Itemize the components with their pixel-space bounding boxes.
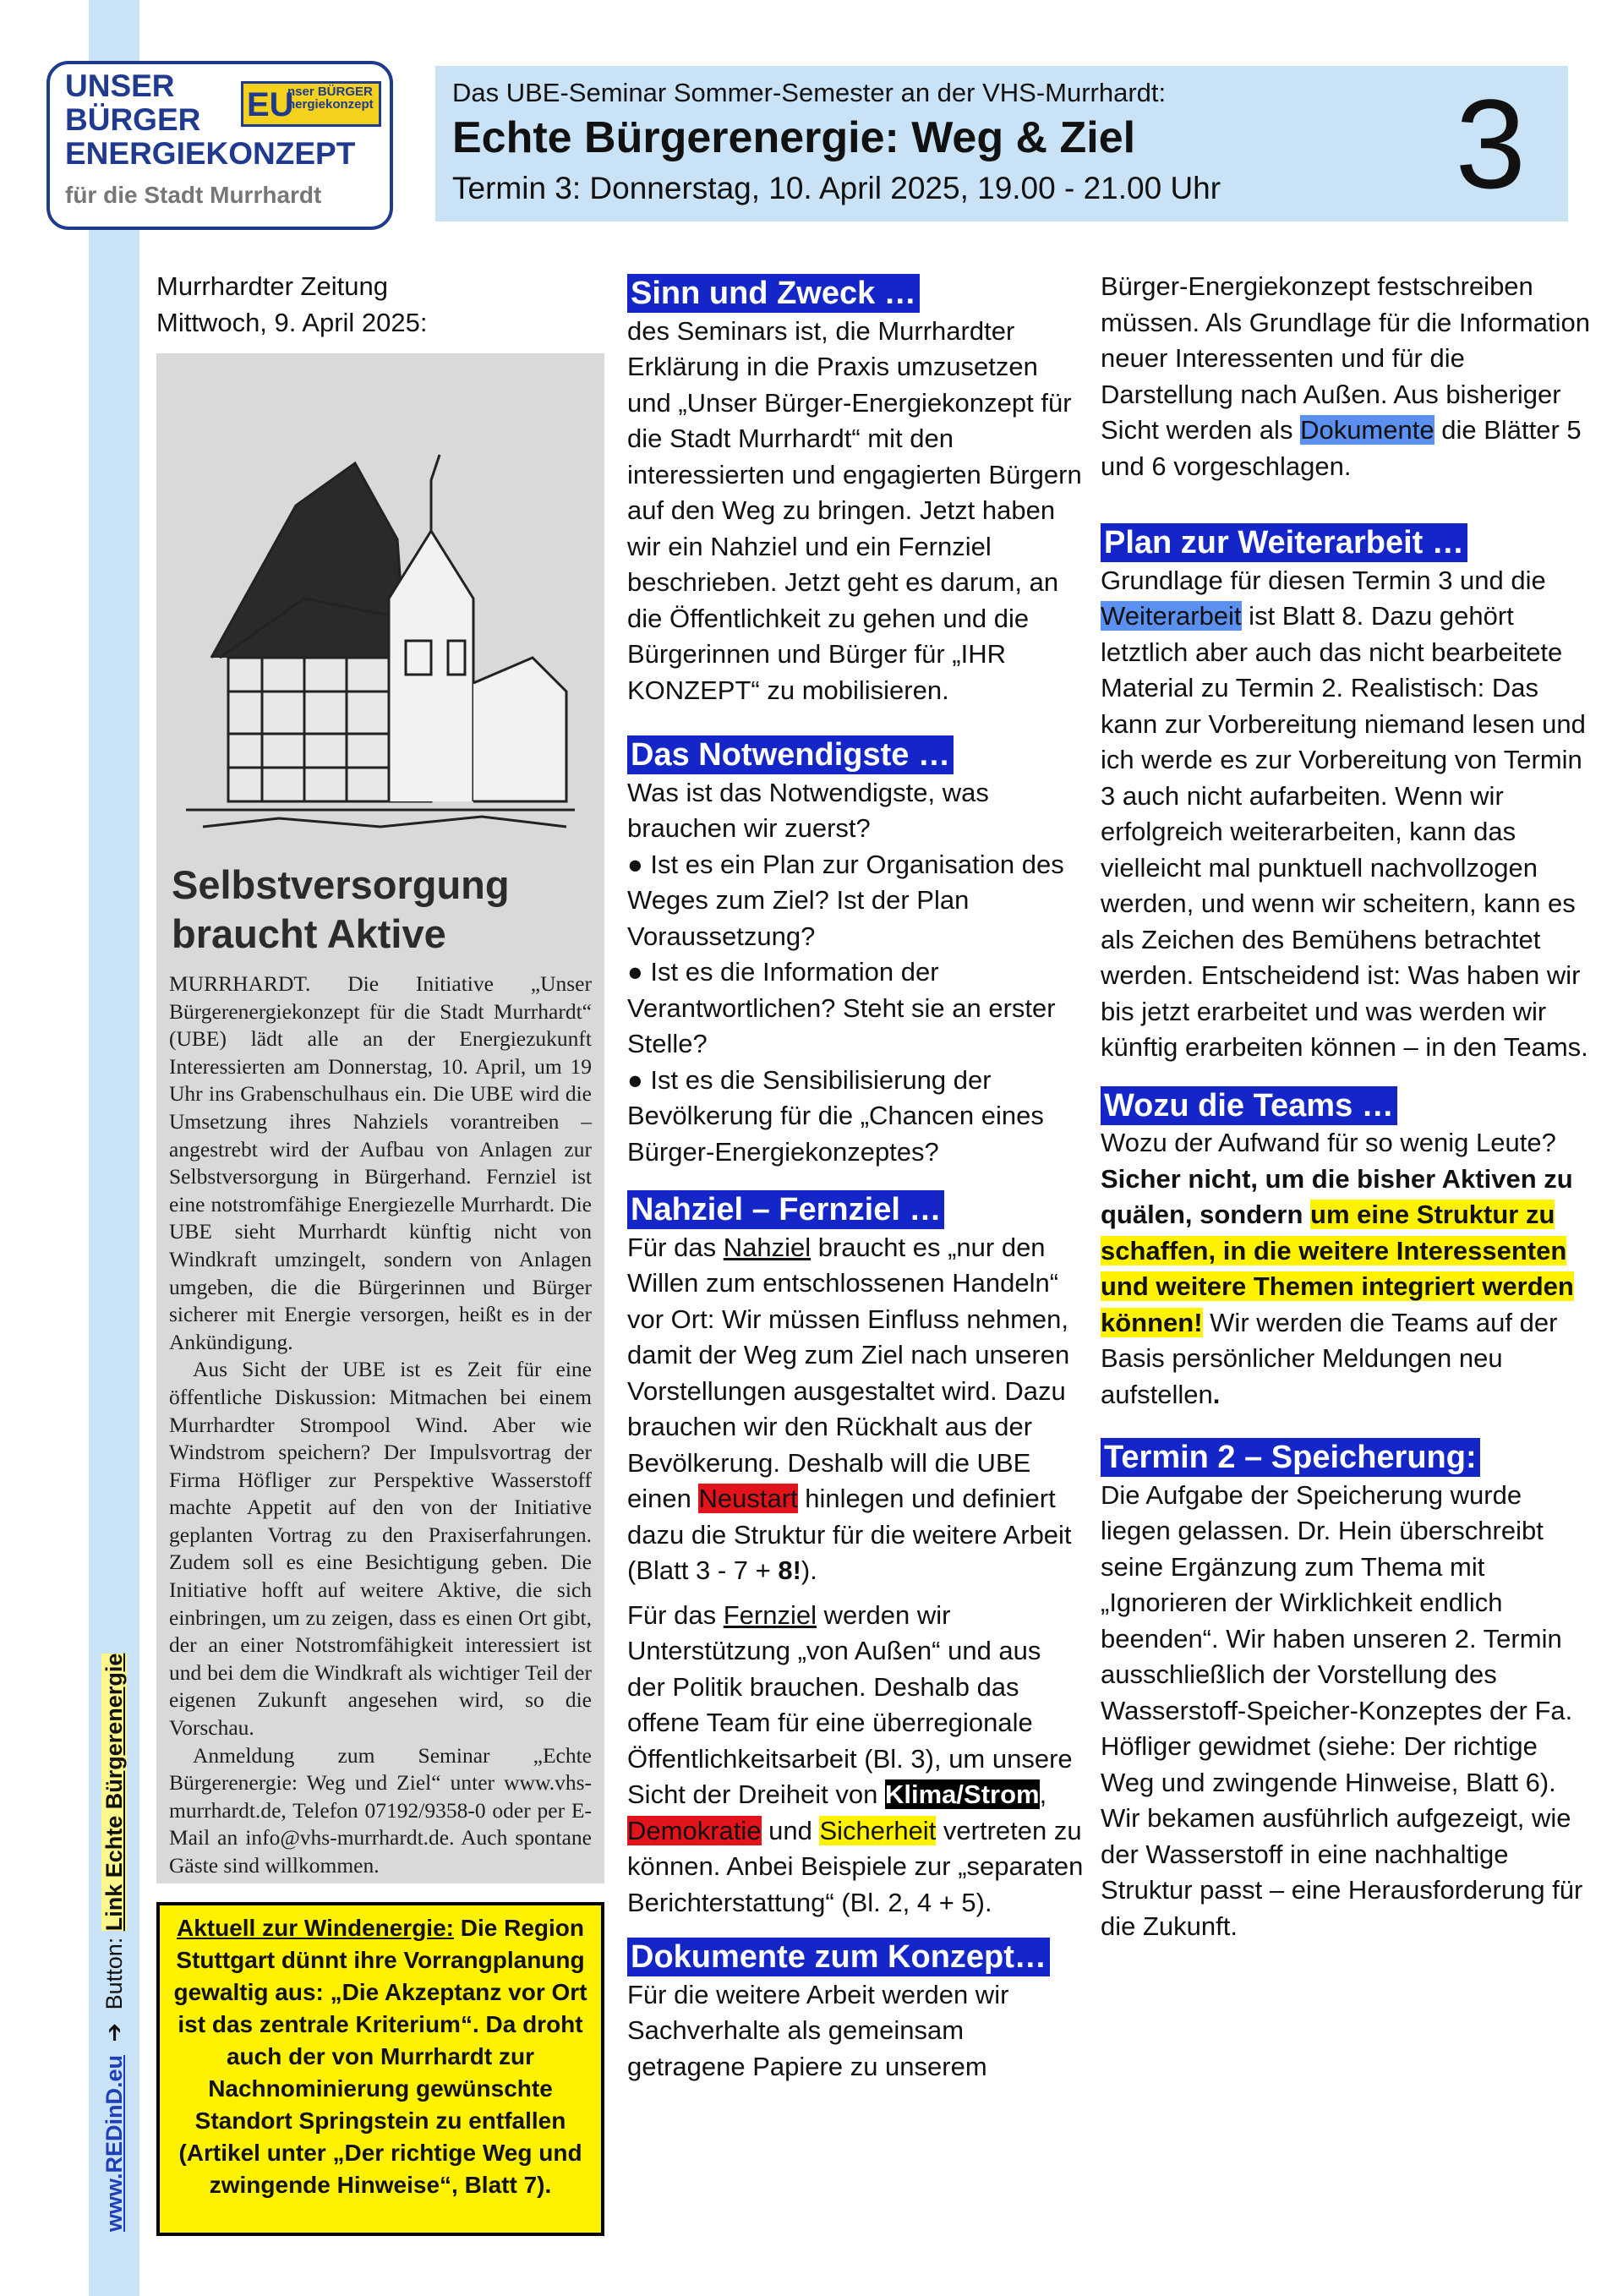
highlight-weiterarbeit: Weiterarbeit <box>1101 601 1242 631</box>
section-heading-notwendigste: Das Notwendigste … <box>627 735 954 774</box>
arrow-right-icon: ➔ <box>101 2022 127 2042</box>
section-text-dokumente: Für die weitere Arbeit werden wir Sachverhalte als gemeinsam getragene Papiere zu unserem <box>627 1979 1009 2081</box>
section-heading-plan: Plan zur Weiterarbeit … <box>1101 523 1467 562</box>
button-label: Button: <box>101 1937 127 2010</box>
newspaper-clipping <box>156 353 604 1883</box>
logo-line-3: ENERGIEKONZEPT <box>65 136 356 171</box>
column-2 <box>627 269 1084 2085</box>
page-title: Echte Bürgerenergie: Weg & Ziel <box>452 113 1136 162</box>
wind-energy-notice <box>156 1902 604 2236</box>
bullet-text: Ist es ein Plan zur Organisation des Weges zum Ziel? Ist der Plan Voraussetzung? <box>627 849 1064 951</box>
highlight-sicherheit: Sicherheit <box>819 1815 937 1845</box>
article-headline <box>172 861 510 959</box>
ube-logo <box>46 61 393 230</box>
section-heading-nahziel: Nahziel – Fernziel … <box>627 1190 944 1229</box>
bullet-text: Ist es die Sensibilisierung der Bevölkerung für die „Chancen eines Bürger-Energiekonzeptes? <box>627 1064 1044 1167</box>
section-text-notwendigste: Was ist das Notwendigste, was brauchen wir zuerst? <box>627 777 989 843</box>
button-link[interactable]: Link Echte Bürgerenergie <box>101 1653 127 1932</box>
section-text-sinn: des Seminars ist, die Murrhardter Erklärung in die Praxis umzusetzen und „Unser Bürger-Energiekonzept für die Stadt Murrhardt“ mit den interessierten und engagierten Bürgern auf den Weg zu bringen. Jetzt haben wir ein Nahziel und ein Fernziel beschrieben. Jetzt geht es darum, an die Öffentlichkeit zu gehen und die Bürgerinnen und Bürger für „IHR KONZEPT“ zu mobilisieren. <box>627 315 1082 705</box>
article-headline-line-1: Selbstversorgung <box>172 862 510 907</box>
column-1 <box>156 269 604 341</box>
section-text-plan: Grundlage für diesen Termin 3 und die Weiterarbeit ist Blatt 8. Dazu gehört letztlich aber auch das nicht bearbeitete Material zu Termin 2. Realistisch: Das kann zur Vorbereitung niemand lesen und ich werde es zur Vorbereitung von Termin 3 auch nicht aufarbeiten. Wenn wir erfolgreich weiterarbeiten, kann das vielleicht mal punktuell nachvollzogen werden, und wenn wir scheitern, kann es als Zeichen des Bemühens betrachtet werden. Entscheidend ist: Was haben wir bis jetzt erarbeitet und was werden wir künftig erarbeiten können – in den Teams. <box>1101 565 1588 1062</box>
highlight-neustart: Neustart <box>698 1484 798 1513</box>
side-link-text <box>97 1653 131 2232</box>
article-paragraph: Anmeldung zum Seminar „Echte Bürgerenergie: Weg und Ziel“ unter www.vhs-murrhardt.de, Telefon 07192/9358-0 oder per E-Mail an info@vhs-murrhardt.de. Auch spontane Gäste sind willkommen. <box>169 1742 592 1878</box>
bullet-item <box>627 847 1084 955</box>
notice-lead: Aktuell zur Windenergie: <box>176 1915 454 1941</box>
header-date: Termin 3: Donnerstag, 10. April 2025, 19.00 - 21.00 Uhr <box>452 171 1221 205</box>
logo-line-4: für die Stadt Murrhardt <box>65 182 322 208</box>
logo-line-1: UNSER <box>65 68 175 103</box>
article-paragraph: Aus Sicht der UBE ist es Zeit für eine öffentliche Diskussion: Mitmachen bei einem Murrhardter Strompool Wind. Aber wie Windstrom speichern? Der Impulsvortrag der Firma Höfliger zur Perspektive Wasserstoff machte Appetit auf den von der Initiative geplanten Vortrag zu den Praxiserfahrungen. Zudem soll es eine Besichtigung geben. Die Initiative hofft auf weitere Aktive, die sich einbringen, um zu zeigen, dass es einen Ort gibt, der an einer Notstromfähigkeit interessiert ist und bei dem die Windkraft als wichtiger Teil der eigenen Zukunft angesehen wird, so die Vorschau. <box>169 1357 592 1741</box>
section-heading-sinn: Sinn und Zweck … <box>627 274 920 313</box>
logo-badge-text: nser BÜRGER nergiekonzept <box>287 85 374 112</box>
logo-badge-eu: EU <box>247 86 294 123</box>
notice-text: Die Region Stuttgart dünnt ihre Vorrangplanung gewaltig aus: „Die Akzeptanz vor Ort ist das zentrale Kriterium“. Da droht auch der von Murrhardt zur Nachnominierung gewünschte Standort Springstein zu entfallen (Artikel unter „Der richtige Weg und zwingende Hinweise“, Blatt 7). <box>173 1915 587 2198</box>
highlight-demokratie: Demokratie <box>627 1815 762 1845</box>
header-pretitle: Das UBE-Seminar Sommer-Semester an der VHS-Murrhardt: <box>452 78 1167 107</box>
newspaper-date: Mittwoch, 9. April 2025: <box>156 307 428 337</box>
highlight-klima: Klima/Strom <box>884 1779 1040 1809</box>
newspaper-source: Murrhardter Zeitung <box>156 271 388 301</box>
article-body <box>169 970 592 1880</box>
bullet-icon: ● <box>627 849 643 879</box>
section-text-fernziel: Für das Fernziel werden wir Unterstützung „von Außen“ und aus der Politik brauchen. Deshalb das offene Team für eine überregionale Öffentlichkeitsarbeit (Bl. 3), um unsere Sicht der Dreiheit von Klima/Strom, Demokratie und Sicherheit vertreten zu können. Anbei Beispiele zur „separaten Berichterstattung“ (Bl. 2, 4 + 5). <box>627 1599 1084 1917</box>
bullet-text: Ist es die Information der Verantwortlichen? Steht sie an erster Stelle? <box>627 957 1056 1058</box>
church-drawing <box>178 404 583 844</box>
bullet-item <box>627 1063 1084 1171</box>
bullet-icon: ● <box>627 1064 643 1095</box>
bullet-item <box>627 954 1084 1063</box>
logo-line-2: BÜRGER <box>65 102 201 137</box>
sheet-number: 3 <box>1455 73 1526 215</box>
article-headline-line-2: braucht Aktive <box>172 911 446 956</box>
logo-badge <box>241 81 381 127</box>
section-text-speicherung: Die Aufgabe der Speicherung wurde liegen gelassen. Dr. Hein überschreibt seine Ergänzung zum Thema mit „Ignorieren der Wirklichkeit endlich beenden“. Wir haben unseren 2. Termin ausschließlich der Vorstellung des Wasserstoff-Speicher-Konzeptes der Fa. Höfliger gewidmet (siehe: Der richtige Weg und zwingende Hinweise, Blatt 6). Wir bekamen ausführlich aufgezeigt, wie der Wasserstoff in eine nachhaltige Struktur passt – eine Herausforderung für die Zukunft. <box>1101 1479 1583 1941</box>
section-text-teams: Wozu der Aufwand für so wenig Leute? Sicher nicht, um die bisher Aktiven zu quälen, sondern um eine Struktur zu schaffen, in die weitere Interessenten und weitere Themen integriert werden können! Wir werden die Teams auf der Basis persönlicher Meldungen neu aufstellen. <box>1101 1128 1574 1409</box>
section-heading-teams: Wozu die Teams … <box>1101 1086 1397 1125</box>
section-heading-speicherung: Termin 2 – Speicherung: <box>1101 1438 1480 1477</box>
article-paragraph: MURRHARDT. Die Initiative „Unser Bürgerenergiekonzept für die Stadt Murrhardt“ (UBE) lädt alle an der Energiezukunft Interessierten am Donnerstag, 10. April, um 19 Uhr ins Grabenschulhaus ein. Die UBE wird die Umsetzung ihres Nahziels vorantreiben – angestrebt wird der Aufbau von Anlagen zur Selbstversorgung in Bürgerhand. Fernziel ist eine notstromfähige Energiezelle Murrhardt. Die UBE sieht Murrhardt künftig nicht von Windkraft umzingelt, sondern von Anlagen umgeben, die die Bürgerinnen und Bürger sicherer mit Energie versorgen, heißt es in der Ankündigung. <box>169 971 592 1354</box>
highlight-dokumente: Dokumente <box>1300 415 1434 445</box>
highlight-struktur: um eine Struktur zu schaffen, in die weitere Interessenten und weitere Themen integriert werden können! <box>1101 1200 1574 1337</box>
bullet-icon: ● <box>627 957 643 987</box>
section-text-dokumente-cont: Bürger-Energiekonzept festschreiben müssen. Als Grundlage für die Information neuer Interessenten und für die Darstellung nach Außen. Aus bisheriger Sicht werden als Dokumente die Blätter 5 und 6 vorgeschlagen. <box>1101 271 1590 481</box>
section-text-nahziel: Für das Nahziel braucht es „nur den Willen zum entschlossenen Handeln“ vor Ort: Wir müssen Einfluss nehmen, damit der Weg zum Ziel nach unseren Vorstellungen ausgestaltet wird. Dazu brauchen wir den Rückhalt aus der Bevölkerung. Deshalb will die UBE einen Neustart hinlegen und definiert dazu die Struktur für die weitere Arbeit (Blatt 3 - 7 + 8!). <box>627 1232 1072 1585</box>
page-header <box>435 66 1568 221</box>
website-link[interactable]: www.REDinD.eu <box>101 2054 127 2232</box>
column-3 <box>1101 269 1591 1944</box>
section-heading-dokumente: Dokumente zum Konzept… <box>627 1938 1050 1976</box>
